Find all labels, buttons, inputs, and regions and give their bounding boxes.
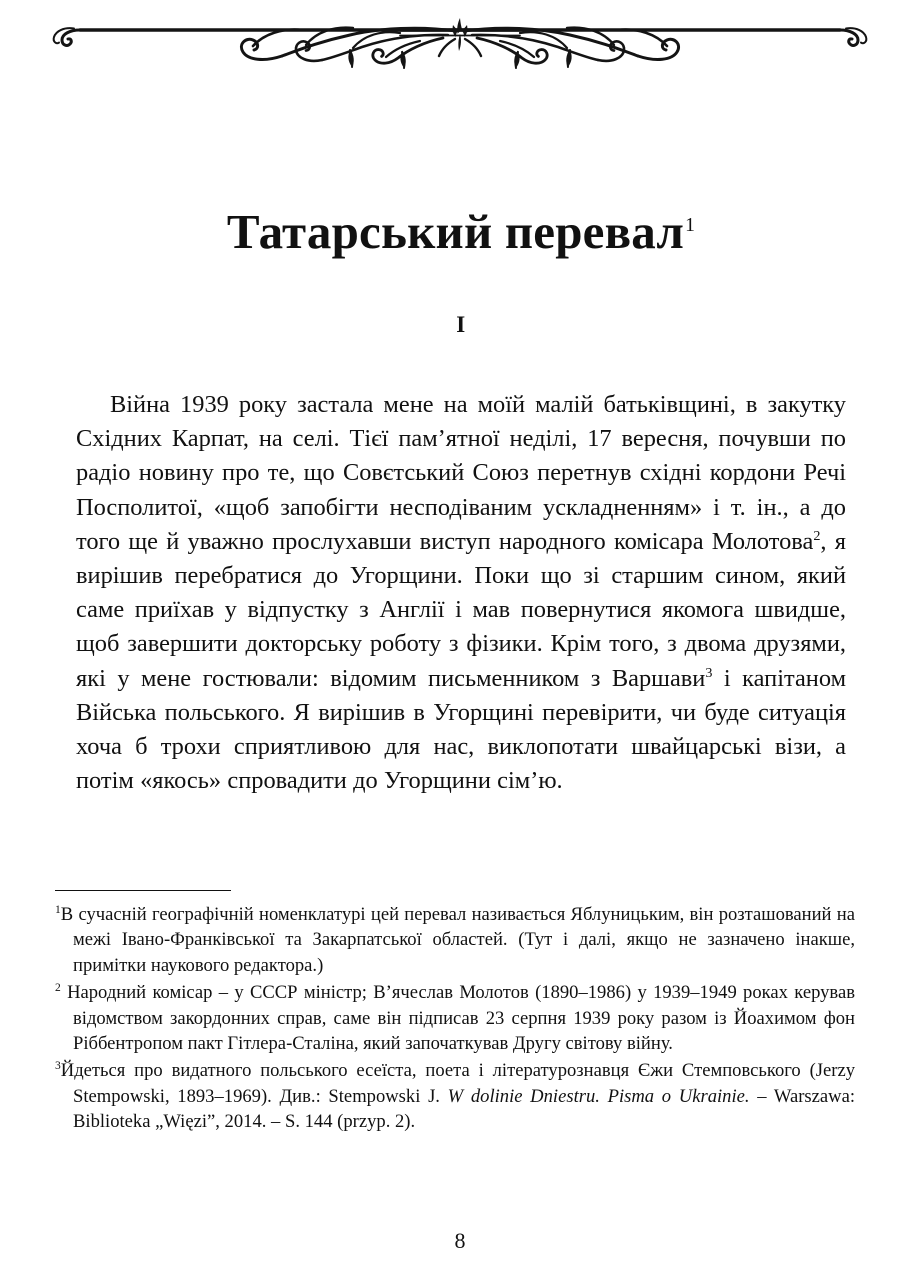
paragraph-segment-2: , я вирішив перебратися до Угорщини. Поки що зі старшим сином, який саме приїхав у відпустку з Англії і мав повернутися якомога швидше, щоб завершити докторську роботу з фізики. Крім того, з двома друзями, які у мене гостювали: відомим письменником з Варшави xyxy=(76,527,846,692)
page-number: 8 xyxy=(454,1228,466,1253)
paragraph-segment-3: і капітаном Війська польського. Я вирішив в Угорщині перевірити, чи буде ситуація хоча б трохи сприятливою для нас, виклопотати швайцарські візи, а потім «якось» спровадити до Угорщини сім’ю. xyxy=(76,664,846,795)
footnote-separator-rule xyxy=(55,890,231,891)
title-footnote-reference: 1 xyxy=(685,214,696,236)
footnote-marker: 2 xyxy=(55,982,61,995)
footnote-reference-3: 3 xyxy=(705,664,713,681)
footnote-marker: 3 xyxy=(55,1060,61,1073)
footnote-marker: 1 xyxy=(55,903,61,916)
decorative-flourish-divider-icon xyxy=(50,8,870,70)
footnotes-section xyxy=(55,890,855,1137)
paragraph-segment-1: Війна 1939 року застала мене на моїй малій батьківщині, в закутку Східних Карпат, на селі. Тієї пам’ятної неділі, 17 вересня, почувши по радіо новину про те, що Совєтський Союз перетнув східні кордони Речі Посполитої, «щоб запобігти несподіваним ускладненням» і т. ін., а до того ще й уважно прослухавши виступ народного комісара Молотова xyxy=(76,391,846,555)
footnote-item xyxy=(55,902,855,978)
body-text-block xyxy=(76,388,846,798)
footnote-text: В сучасній географічній номенклатурі цей перевал називається Яблуницьким, він розташований на межі Івано-Франківської та Закарпатської областей. (Тут і далі, якщо не зазначено інакше, примітки наукового редактора.) xyxy=(60,904,855,976)
footnote-text: Народний комісар – у СССР міністр; В’ячеслав Молотов (1890–1986) у 1939–1949 роках керував відомством закордонних справ, саме він підписав 23 серпня 1939 року разом із Йоахимом фон Ріббентропом пакт Гітлера-Сталіна, який започаткував Другу світову війну. xyxy=(60,982,855,1055)
footnote-item xyxy=(55,980,855,1056)
footnote-reference-2: 2 xyxy=(813,527,821,544)
page-title xyxy=(76,205,846,259)
paragraph xyxy=(76,388,846,798)
footnote-item xyxy=(55,1058,855,1134)
footnote-text-tail: – Warszawa: Biblioteka „Więzi”, 2014. – S. 144 (przyp. 2). xyxy=(73,1085,855,1133)
footnote-italic-text: W dolinie Dniestru. Pisma o Ukrainie. xyxy=(447,1085,750,1107)
section-number: I xyxy=(456,312,466,337)
footnote-text: Йдеться про видатного польського есеїста, поета і літературознавця Єжи Стемповського (Jerzy Stempowski, 1893–1969). Див.: Stempowski J. xyxy=(60,1060,855,1107)
chapter-title-text: Татарський перевал xyxy=(226,203,685,259)
